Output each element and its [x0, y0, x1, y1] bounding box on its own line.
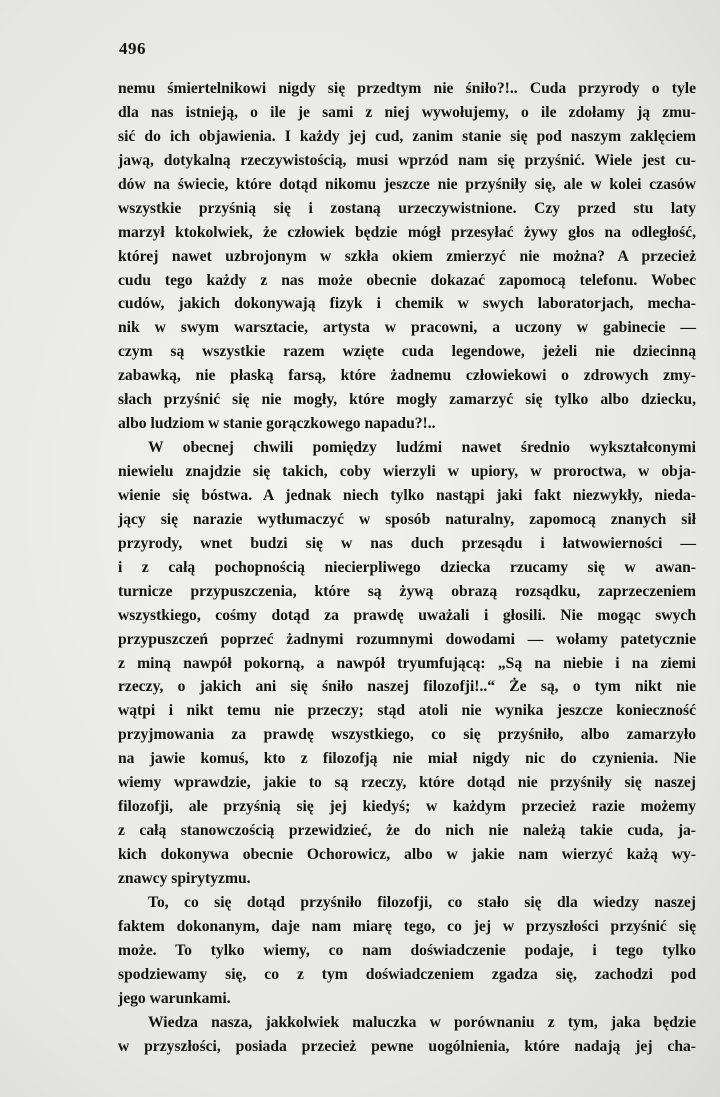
text-line: wiemy wprawdzie, jakie to są rzeczy, które dotąd nie przyśniły się naszej — [118, 774, 696, 792]
text-line: W obecnej chwili pomiędzy ludźmi nawet średnio wykształconymi — [148, 439, 696, 457]
text-line: jego warunkami. — [118, 989, 231, 1007]
text-line: wszystkiego, cośmy dotąd za prawdę uważali i głosili. Nie mogąc swych — [118, 606, 696, 624]
text-line: kich dokonywa obecnie Ochorowicz, albo w jakie nam wierzyć każą wy- — [118, 846, 696, 863]
text-line: albo ludziom w stanie gorączkowego napadu?!.. — [118, 415, 436, 433]
text-line: dów na świecie, które dotąd nikomu jeszcze nie przyśniły się, ale w kolei czasów — [118, 175, 696, 193]
text-line: spodziewamy się, co z tym doświadczeniem zgadza się, zachodzi pod — [118, 965, 696, 983]
text-line: słach przyśnić się nie mogły, które mogły zamarzyć się tylko albo dziecku, — [118, 391, 696, 409]
text-line: cudu tego każdy z nas może obecnie dokazać zapomocą telefonu. Wobec — [118, 271, 696, 289]
text-line: Wiedza nasza, jakkolwiek maluczka w porównaniu z tym, jaka będzie — [148, 1013, 696, 1031]
text-line: filozofji, ale przyśnią się jej kiedyś; w każdym przecież razie możemy — [118, 798, 696, 816]
text-line: znawcy spirytyzmu. — [118, 869, 251, 887]
text-line: czym są wszystkie razem wzięte cuda legendowe, jeżeli nie dziecinną — [118, 343, 696, 361]
text-line: której nawet uzbrojonym w szkła okiem zmierzyć nie można? A przecież — [118, 247, 696, 265]
text-line: turnicze przypuszczenia, które są żywą obrazą rozsądku, zaprzeczeniem — [118, 582, 696, 600]
text-line: przypuszczeń poprzeć żadnymi rozumnymi dowodami — wołamy patetycznie — [118, 630, 696, 648]
body-text — [118, 77, 696, 1058]
text-line: wszystkie przyśnią się i zostaną urzeczywistnione. Czy przed stu laty — [118, 199, 696, 217]
text-line: z miną nawpół pokorną, a nawpół tryumfującą: „Są na niebie i na ziemi — [118, 654, 696, 672]
text-line: niewielu znajdzie się takich, coby wierzyli w upiory, w proroctwa, w obja- — [118, 463, 696, 480]
text-line: faktem dokonanym, daje nam miarę tego, co jej w przyszłości przyśnić się — [118, 917, 696, 935]
text-line: jący się narazie wytłumaczyć w sposób naturalny, zapomocą znanych sił — [118, 510, 696, 528]
text-line: To, co się dotąd przyśniło filozofji, co stało się dla wiedzy naszej — [148, 893, 696, 911]
text-line: wątpi i nikt temu nie przeczy; stąd atoli nie wynika jeszcze konieczność — [118, 702, 696, 720]
text-line: z całą stanowczością przewidzieć, że do nich nie należą takie cuda, ja- — [118, 822, 696, 840]
page-number: 496 — [119, 39, 146, 58]
text-line: w przyszłości, posiada przecież pewne uogólnienia, które nadają jej cha- — [118, 1037, 696, 1055]
text-line: jawą, dotykalną rzeczywistością, musi wprzód nam się przyśnić. Wiele jest cu- — [118, 151, 696, 169]
text-line: na jawie komuś, kto z filozofją nie miał nigdy nic do czynienia. Nie — [118, 750, 696, 768]
text-line: wienie się bóstwa. A jednak niech tylko nastąpi jaki fakt niezwykły, nieda- — [118, 486, 696, 504]
text-line: dla nas istnieją, o ile je sami z niej wywołujemy, o ile zdołamy ją zmu- — [118, 103, 696, 121]
text-line: nemu śmiertelnikowi nigdy się przedtym nie śniło?!.. Cuda przyrody o tyle — [118, 80, 696, 97]
text-line: rzeczy, o jakich ani się śniło naszej filozofji!..“ Że są, o tym nikt nie — [118, 678, 696, 696]
text-line: zabawką, nie płaską farsą, które żadnemu człowiekowi o zdrowych zmy- — [118, 367, 696, 385]
text-line: przyjmowania za prawdę wszystkiego, co się przyśniło, albo zamarzyło — [118, 726, 696, 744]
text-line: przyrody, wnet budzi się w nas duch przesądu i łatwowierności — — [118, 534, 696, 552]
text-line: może. To tylko wiemy, co nam doświadczenie podaje, i tego tylko — [118, 941, 696, 959]
text-line: i z całą pochopnością niecierpliwego dziecka rzucamy się w awan- — [118, 558, 696, 576]
text-line: cudów, jakich dokonywają fizyk i chemik w swych laboratorjach, mecha- — [118, 295, 696, 313]
text-line: sić do ich objawienia. I każdy jej cud, zanim stanie się pod naszym zaklęciem — [118, 127, 696, 145]
text-line: nik w swym warsztacie, artysta w pracowni, a uczony w gabinecie — — [118, 319, 696, 337]
text-line: marzył ktokolwiek, że człowiek będzie mógł przesyłać żywy głos na odległość, — [118, 223, 696, 241]
